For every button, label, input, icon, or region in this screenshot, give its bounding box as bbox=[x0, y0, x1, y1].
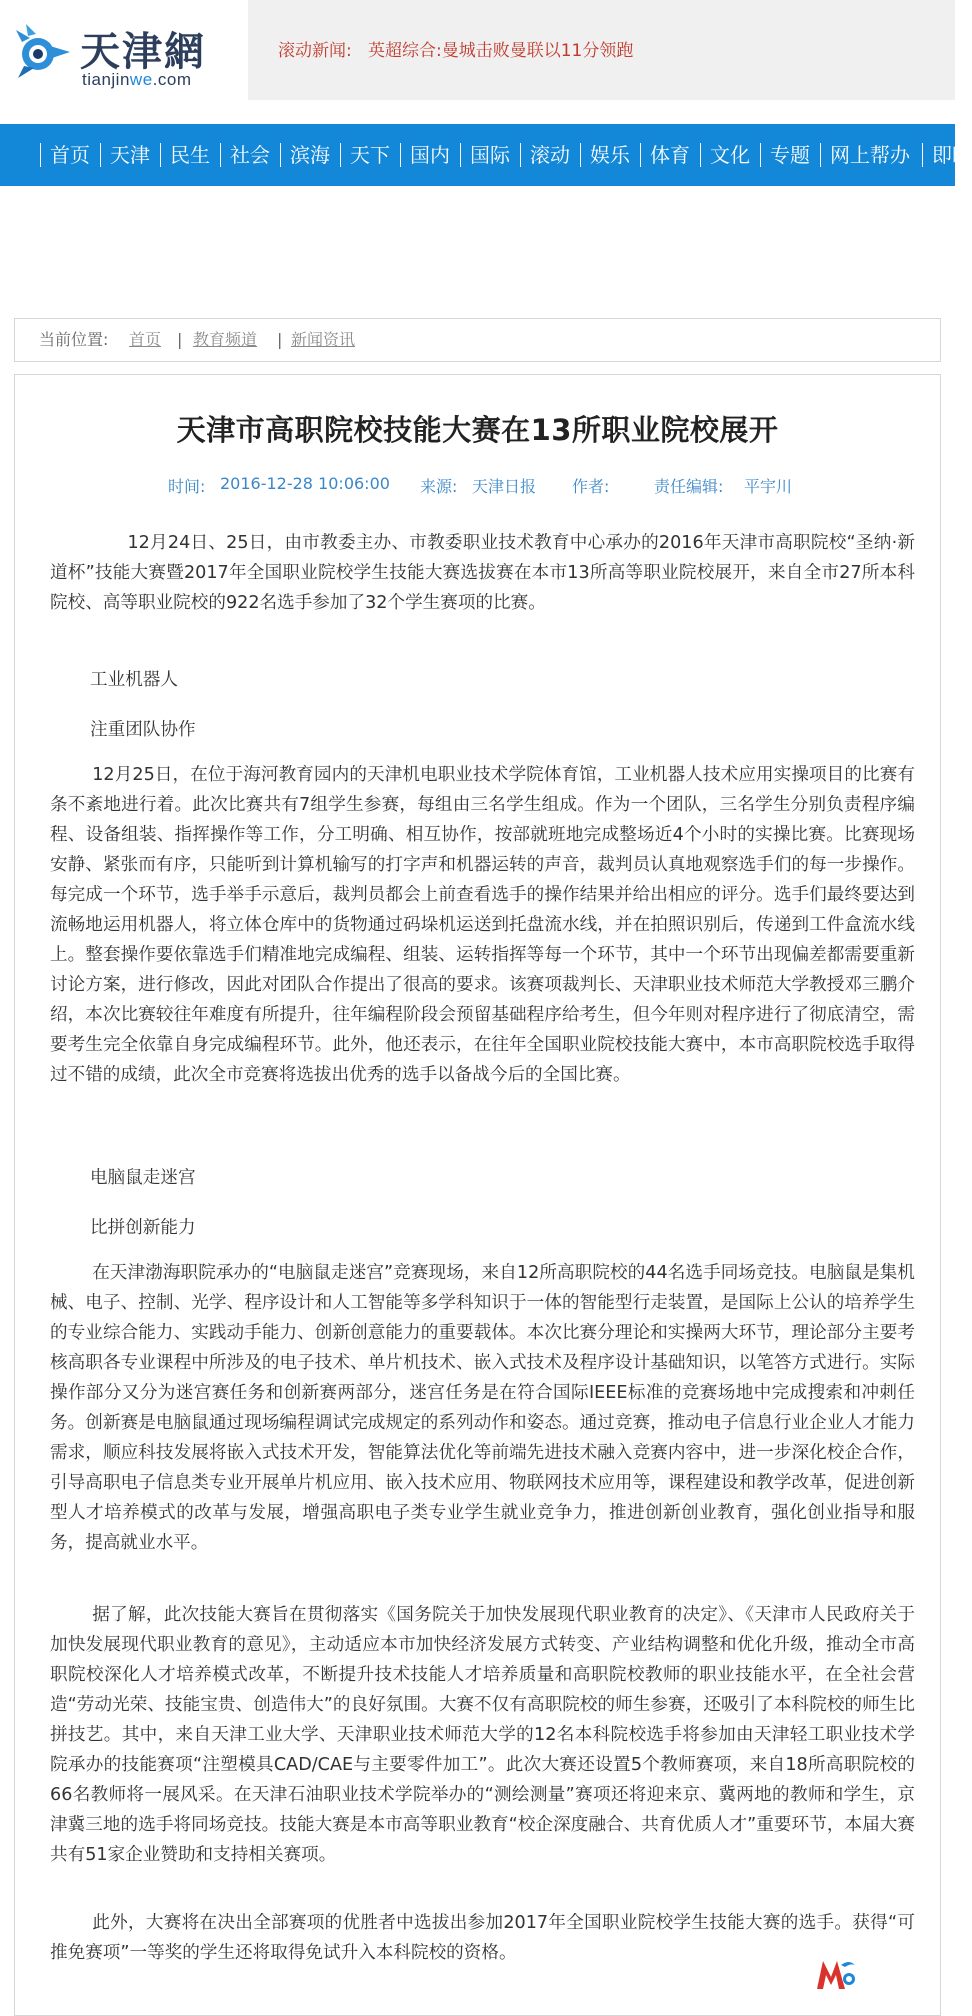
paragraph-robot: 12月25日，在位于海河教育园内的天津机电职业技术学院体育馆，工业机器人技术应用实操项目的比赛有条不紊地进行着。此次比赛共有7组学生参赛，每组由三名学生组成。作为一个团队，三名学生分别负责程序编程、设备组装、指挥操作等工作，分工明确、相互协作，按部就班地完成整场近4个小时的实操比赛。比赛现场安静、紧张而有序，只能听到计算机输写的打字声和机器运转的声音，裁判员认真地观察选手们的每一步操作。每完成一个环节，选手举手示意后，裁判员都会上前查看选手的操作结果并给出相应的评分。选手们最终要达到流畅地运用机器人，将立体仓库中的货物通过码垛机运送到托盘流水线，并在拍照识别后，传递到工件盒流水线上。整套操作要依靠选手们精准地完成编程、组装、运转指挥等每一个环节，其中一个环节出现偏差都需要重新讨论方案，进行修改，因此对团队合作提出了很高的要求。该赛项裁判长、天津职业技术师范大学教授邓三鹏介绍，本次比赛较往年难度有所提升，往年编程阶段会预留基础程序给考生，但今年则对程序进行了彻底清空，需要考生完全依靠自身完成编程环节。此外，他还表示，在往年全国职业院校技能大赛中，本市高职院校选手取得过不错的成绩，此次全市竞赛将选拔出优秀的选手以备战今后的全国比赛。 bbox=[50, 765, 915, 1085]
news-ticker bbox=[248, 0, 955, 100]
nav-separator bbox=[760, 143, 761, 167]
section-subheading: 注重团队协作 bbox=[90, 720, 196, 740]
logo-en-text: tianjinwe.com bbox=[82, 70, 192, 89]
meta-source-label: 来源: bbox=[420, 477, 458, 496]
article-title: 天津市高职院校技能大赛在13所职业院校展开 bbox=[176, 413, 779, 447]
nav-item-domestic[interactable]: 国内 bbox=[410, 143, 450, 167]
paragraph-purpose: 据了解，此次技能大赛旨在贯彻落实《国务院关于加快发展现代职业教育的决定》、《天津市人民政府关于加快发展现代职业教育的意见》，主动适应本市加快经济发展方式转变、产业结构调整和优化升级，推动全市高职院校深化人才培养模式改革，不断提升技术技能人才培养质量和高职院校教师的职业技能水平，在全社会营造“劳动光荣、技能宝贵、创造伟大”的良好氛围。大赛不仅有高职院校的师生参赛，还吸引了本科院校的师生比拼技艺。其中，来自天津工业大学、天津职业技术师范大学的12名本科院校选手将参加由天津轻工职业技术学院承办的技能赛项“注塑模具CAD/CAE与主要零件加工”。此次大赛还设置5个教师赛项，来自18所高职院校的66名教师将一展风采。在天津石油职业技术学院举办的“测绘测量”赛项还将迎来京、冀两地的教师和学生，京津冀三地的选手将同场竞技。技能大赛是本市高等职业教育“校企深度融合、共育优质人才”重要环节，本届大赛共有51家企业赞助和支持相关赛项。 bbox=[50, 1605, 916, 1865]
nav-separator bbox=[580, 143, 581, 167]
main-nav bbox=[0, 124, 972, 186]
paragraph-intro: 12月24日、25日，由市教委主办、市教委职业技术教育中心承办的2016年天津市高职院校“圣纳·新道杯”技能大赛暨2017年全国职业院校学生技能大赛选拔赛在本市13所高等职业院校展开，来自全市27所本科院校、高等职业院校的922名选手参加了32个学生赛项的比赛。 bbox=[50, 533, 915, 613]
breadcrumb-divider: | bbox=[277, 330, 283, 349]
ticker-label: 滚动新闻: bbox=[278, 41, 352, 61]
nav-item-entertainment[interactable]: 娱乐 bbox=[590, 143, 630, 167]
breadcrumb-news-link[interactable]: 新闻资讯 bbox=[291, 330, 356, 349]
nav-item-binhai[interactable]: 滨海 bbox=[290, 143, 330, 167]
nav-separator bbox=[280, 143, 281, 167]
breadcrumb bbox=[14, 318, 941, 362]
breadcrumb-home-link[interactable]: 首页 bbox=[129, 330, 162, 349]
meta-source: 天津日报 bbox=[472, 477, 537, 496]
nav-separator bbox=[160, 143, 161, 167]
nav-item-international[interactable]: 国际 bbox=[470, 143, 510, 167]
site-badge-icon bbox=[815, 1955, 857, 1993]
meta-time-label: 时间: bbox=[168, 477, 206, 496]
nav-separator bbox=[400, 143, 401, 167]
nav-separator bbox=[820, 143, 821, 167]
nav-item-society[interactable]: 社会 bbox=[230, 143, 270, 167]
section-heading: 电脑鼠走迷宫 bbox=[90, 1168, 196, 1188]
nav-item-instant[interactable]: 即时 bbox=[932, 143, 972, 167]
meta-author-label: 作者: bbox=[572, 477, 610, 496]
nav-separator bbox=[40, 143, 41, 167]
ticker-headline-link[interactable]: 英超综合:曼城击败曼联以11分领跑 bbox=[368, 41, 634, 61]
top-bar bbox=[0, 0, 955, 124]
nav-separator bbox=[100, 143, 101, 167]
logo-bird-icon bbox=[14, 22, 74, 82]
nav-separator bbox=[520, 143, 521, 167]
logo-cn-text: 天津網 bbox=[80, 28, 206, 75]
nav-item-online-service[interactable]: 网上帮办 bbox=[830, 143, 910, 167]
breadcrumb-education-link[interactable]: 教育频道 bbox=[193, 330, 258, 349]
meta-time: 2016-12-28 10:06:00 bbox=[220, 474, 390, 493]
meta-editor-label: 责任编辑: bbox=[654, 477, 724, 496]
section-heading: 工业机器人 bbox=[90, 670, 178, 690]
nav-separator bbox=[640, 143, 641, 167]
site-logo[interactable] bbox=[0, 0, 249, 100]
nav-separator bbox=[460, 143, 461, 167]
breadcrumb-label: 当前位置: bbox=[39, 330, 109, 349]
nav-separator bbox=[220, 143, 221, 167]
nav-separator bbox=[340, 143, 341, 167]
meta-editor: 平宇川 bbox=[744, 477, 793, 496]
nav-item-tianjin[interactable]: 天津 bbox=[110, 143, 150, 167]
nav-item-world[interactable]: 天下 bbox=[350, 143, 390, 167]
nav-item-special[interactable]: 专题 bbox=[770, 143, 810, 167]
paragraph-closing: 此外，大赛将在决出全部赛项的优胜者中选拔出参加2017年全国职业院校学生技能大赛的选手。获得“可推免赛项”一等奖的学生还将取得免试升入本科院校的资格。 bbox=[50, 1913, 915, 1963]
section-subheading: 比拼创新能力 bbox=[90, 1218, 196, 1238]
nav-item-home[interactable]: 首页 bbox=[50, 143, 90, 167]
nav-item-culture[interactable]: 文化 bbox=[710, 143, 750, 167]
nav-item-rolling[interactable]: 滚动 bbox=[530, 143, 570, 167]
nav-item-sports[interactable]: 体育 bbox=[650, 143, 690, 167]
nav-item-minsheng[interactable]: 民生 bbox=[170, 143, 210, 167]
paragraph-micromouse: 在天津渤海职院承办的“电脑鼠走迷宫”竞赛现场，来自12所高职院校的44名选手同场竞技。电脑鼠是集机械、电子、控制、光学、程序设计和人工智能等多学科知识于一体的智能型行走装置，是国际上公认的培养学生的专业综合能力、实践动手能力、创新创意能力的重要载体。本次比赛分理论和实操两大环节，理论部分主要考核高职各专业课程中所涉及的电子技术、单片机技术、嵌入式技术及程序设计基础知识，以笔答方式进行。实际操作部分又分为迷宫赛任务和创新赛两部分，迷宫任务是在符合国际IEEE标准的竞赛场地中完成搜索和冲刺任务。创新赛是电脑鼠通过现场编程调试完成规定的系列动作和姿态。通过竞赛，推动电子信息行业企业人才能力需求，顺应科技发展将嵌入式技术开发，智能算法优化等前端先进技术融入竞赛内容中，进一步深化校企合作，引导高职电子信息类专业开展单片机应用、嵌入技术应用、物联网技术应用等，课程建设和教学改革，促进创新型人才培养模式的改革与发展，增强高职电子类专业学生就业竞争力，推进创新创业教育，强化创业指导和服务，提高就业水平。 bbox=[50, 1263, 915, 1553]
nav-separator bbox=[922, 143, 923, 167]
nav-separator bbox=[700, 143, 701, 167]
breadcrumb-divider: | bbox=[177, 330, 183, 349]
